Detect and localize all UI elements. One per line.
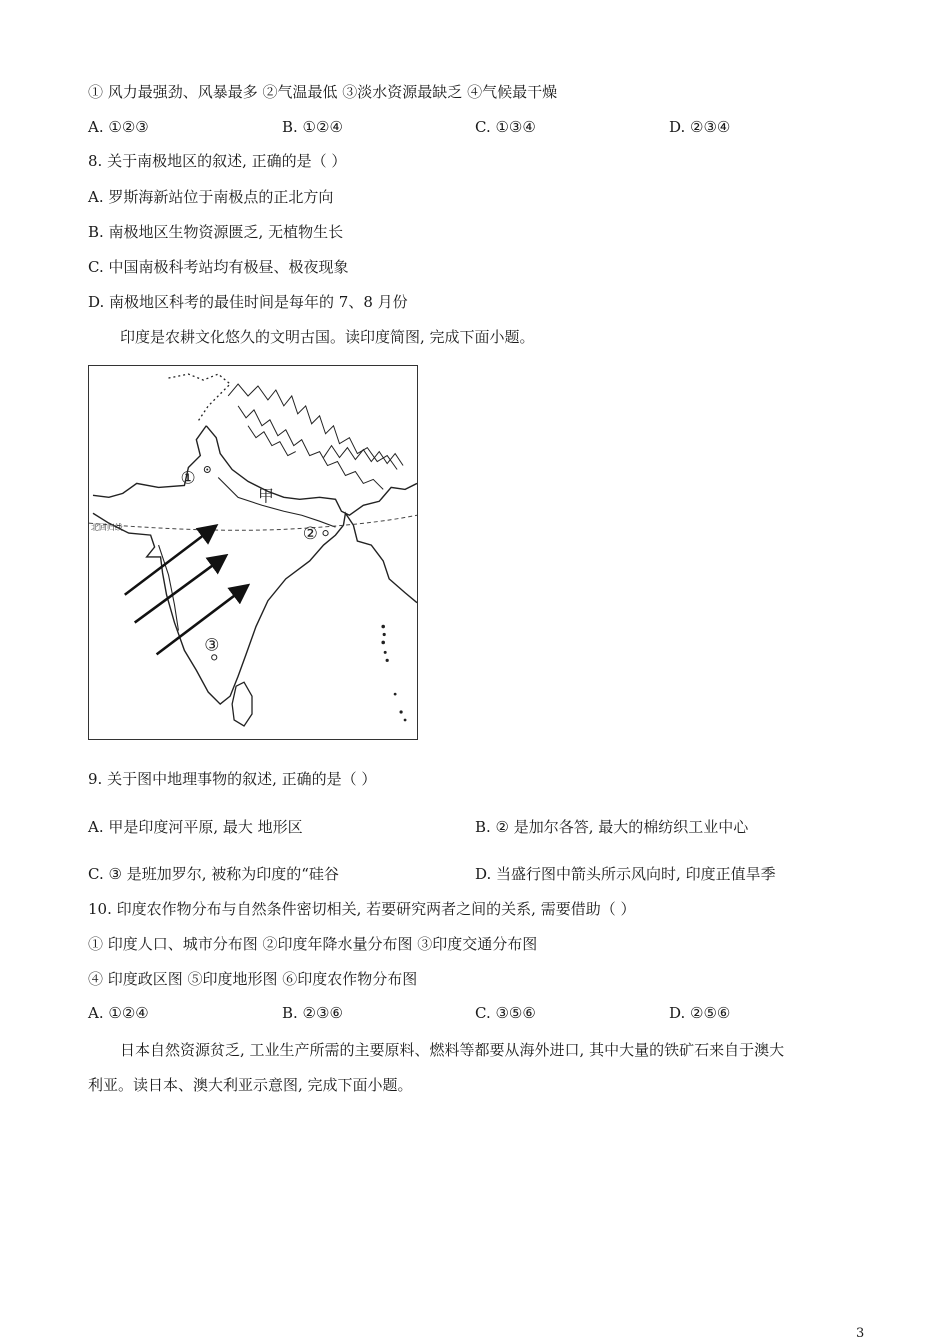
q7-option-a: A. ①②③: [88, 118, 149, 136]
india-intro: 印度是农耕文化悠久的文明古国。读印度简图, 完成下面小题。: [120, 328, 535, 346]
q9-option-b: B. ② 是加尔各答, 最大的棉纺织工业中心: [475, 818, 749, 836]
city-2-marker: [323, 531, 328, 536]
q7-option-d: D. ②③④: [669, 118, 731, 136]
map-label-1: ①: [180, 467, 196, 488]
tropic-of-cancer-line: [89, 515, 417, 533]
india-outline: [90, 426, 417, 704]
tropic-label: 北回归线: [90, 523, 123, 533]
q8-option-c: C. 中国南极科考站均有极昼、极夜现象: [88, 258, 349, 276]
city-3-marker: [212, 655, 217, 660]
q7-statements: ① 风力最强劲、风暴最多 ②气温最低 ③淡水资源最缺乏 ④气候最干燥: [88, 83, 558, 101]
japan-intro-line2: 利亚。读日本、澳大利亚示意图, 完成下面小题。: [88, 1076, 413, 1094]
india-map: [88, 365, 418, 740]
map-label-jia: 甲: [257, 486, 274, 506]
sri-lanka: [232, 682, 252, 726]
q8-stem: 8. 关于南极地区的叙述, 正确的是（ ）: [88, 152, 347, 170]
map-label-2: ②: [302, 523, 318, 544]
q10-option-a: A. ①②④: [88, 1004, 149, 1022]
q9-stem: 9. 关于图中地理事物的叙述, 正确的是（ ）: [88, 770, 377, 788]
q9-option-d: D. 当盛行图中箭头所示风向时, 印度正值旱季: [475, 865, 776, 883]
q8-option-d: D. 南极地区科考的最佳时间是每年的 7、8 月份: [88, 293, 408, 311]
q10-statements-row1: ① 印度人口、城市分布图 ②印度年降水量分布图 ③印度交通分布图: [88, 935, 538, 953]
q10-option-c: C. ③⑤⑥: [475, 1004, 536, 1022]
page-number: 3: [856, 1326, 865, 1341]
andaman-islands: [381, 625, 406, 722]
map-label-3: ③: [204, 634, 220, 655]
north-boundary-dotted: [169, 374, 231, 421]
wind-arrow-1: [125, 527, 214, 595]
q9-option-c: C. ③ 是班加罗尔, 被称为印度的“硅谷: [88, 865, 339, 883]
japan-intro-line1: 日本自然资源贫乏, 工业生产所需的主要原料、燃料等都要从海外进口, 其中大量的铁矿石来自于澳大: [120, 1041, 785, 1059]
q10-statements-row2: ④ 印度政区图 ⑤印度地形图 ⑥印度农作物分布图: [88, 970, 418, 988]
q8-option-a: A. 罗斯海新站位于南极点的正北方向: [88, 188, 334, 206]
q10-option-b: B. ②③⑥: [282, 1004, 343, 1022]
q10-option-d: D. ②⑤⑥: [669, 1004, 731, 1022]
himalaya-mountains: [228, 384, 403, 489]
q7-option-b: B. ①②④: [282, 118, 343, 136]
q9-option-a: A. 甲是印度河平原, 最大 地形区: [88, 818, 303, 836]
q7-option-c: C. ①③④: [475, 118, 536, 136]
q8-option-b: B. 南极地区生物资源匮乏, 无植物生长: [88, 223, 344, 241]
q10-stem: 10. 印度农作物分布与自然条件密切相关, 若要研究两者之间的关系, 需要借助（ ）: [88, 900, 636, 918]
